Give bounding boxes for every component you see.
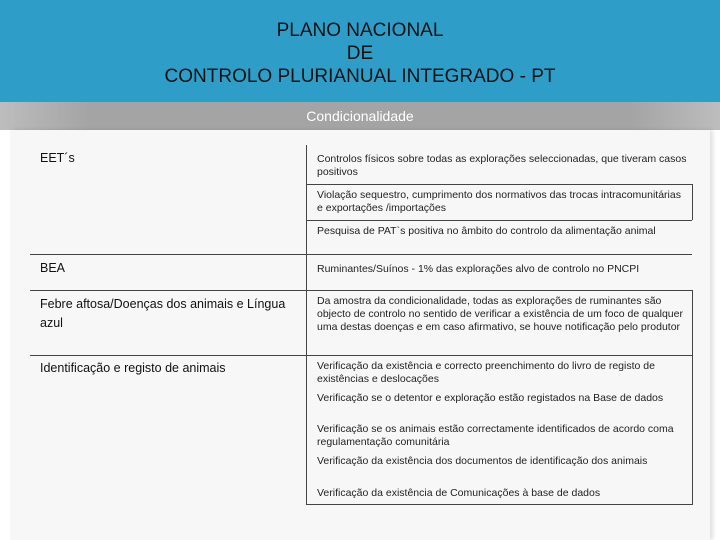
table-divider <box>30 290 692 291</box>
identificacao-item-4: Verificação da existência dos documentos de identificação dos animais <box>317 455 648 467</box>
column-divider <box>692 355 693 505</box>
row-label-identificacao: Identificação e registo de animais <box>40 361 226 375</box>
table-divider <box>306 504 692 505</box>
bea-item-1: Ruminantes/Suínos - 1% das explorações alvo de controlo no PNCPI <box>317 263 640 275</box>
row-label-febre-aftosa: Febre aftosa/Doenças dos animais e Língua azul <box>40 297 286 330</box>
identificacao-item-5: Verificação da existência de Comunicações à base de dados <box>317 487 601 499</box>
title-header <box>0 0 720 102</box>
identificacao-item-3: Verificação se os animais estão correctamente identificados de acordo coma regulamentação comunitária <box>317 423 674 448</box>
identificacao-item-1: Verificação da existência e correcto preenchimento do livro de registo de existências e deslocações <box>317 360 655 385</box>
eets-item-1: Controlos físicos sobre todas as explorações seleccionadas, que tiveram casos positivos <box>317 153 687 178</box>
table-divider <box>30 254 692 255</box>
table-divider <box>30 355 692 356</box>
section-band-label: Condicionalidade <box>306 108 414 124</box>
table-divider <box>306 220 692 221</box>
column-divider <box>306 145 307 505</box>
column-divider <box>692 290 693 355</box>
febre-aftosa-item-1: Da amostra da condicionalidade, todas as explorações de ruminantes são objecto de controlo no sentido de verificar a existência de um foco de qualquer uma destas doenças e em caso afirmativo, se houve notificação pelo produtor <box>317 295 683 333</box>
table-divider <box>306 184 692 185</box>
page-title <box>0 19 720 88</box>
row-label-bea: BEA <box>40 261 66 275</box>
title-line-2: DE <box>346 43 374 64</box>
section-band <box>0 102 720 130</box>
identificacao-item-2: Verificação se o detentor e exploração estão registados na Base de dados <box>317 392 664 404</box>
eets-item-3: Pesquisa de PAT`s positiva no âmbito do controlo da alimentação animal <box>317 225 656 237</box>
column-divider <box>692 184 693 220</box>
row-label-eets: EET´s <box>40 151 75 165</box>
title-line-3: CONTROLO PLURIANUAL INTEGRADO - PT <box>164 66 556 87</box>
title-line-1: PLANO NACIONAL <box>276 20 444 41</box>
eets-item-2: Violação sequestro, cumprimento dos normativos das trocas intracomunitárias e exportações /importações <box>317 189 681 214</box>
